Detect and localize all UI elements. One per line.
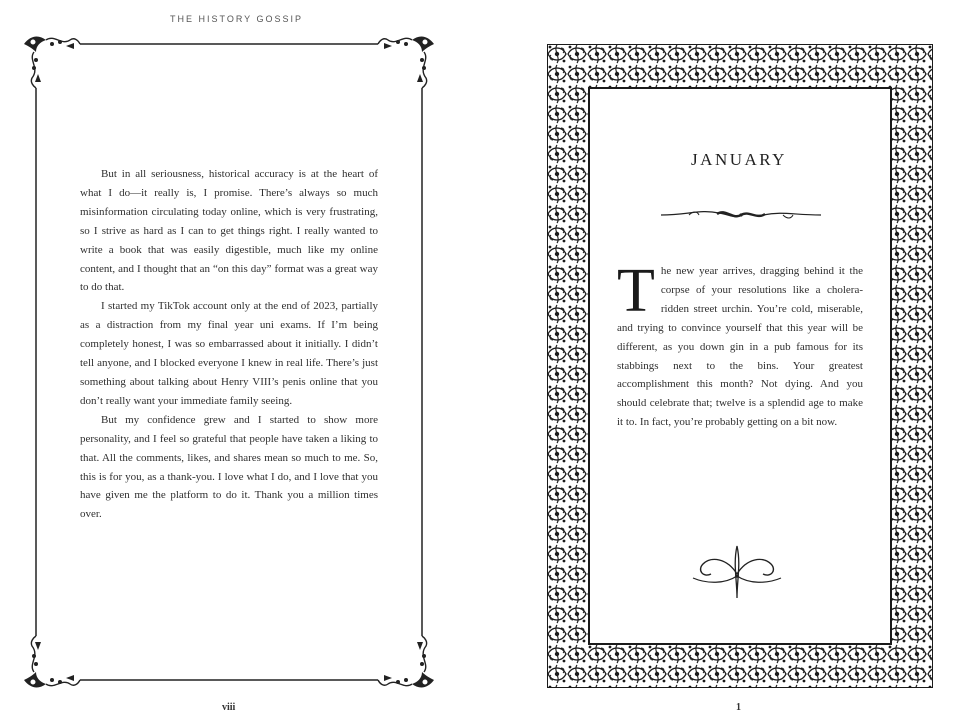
- paragraph: But in all seriousness, historical accuracy is at the heart of what I do—it really is, I promise. There’s always so much misinformation circulating today online, which is very frustrating, so I strive as hard as I can to get things right. I really wanted to write a book that was easily digestible, much like my online content, and I thought that an “on this day” format was a great way to do that.: [80, 168, 378, 294]
- opening-text: he new year arrives, dragging behind it the corpse of your resolutions like a cholera-ridden street urchin. You’re cold, miserable, and trying to convince yourself that this year will be different, as you down gin in a pub famous for its stabbings next to the bins. Your greatest accomplishment this month? Not dying. And you should celebrate that; twelve is a splendid age to make it to. In fact, you’re probably getting on a bit now.: [617, 265, 863, 429]
- drop-cap: T: [617, 257, 655, 325]
- flourish-corner-icon: [378, 37, 434, 88]
- flourish-corner-icon: [24, 37, 80, 88]
- page-number: 1: [736, 702, 741, 713]
- body-text: [80, 165, 378, 524]
- paragraph: I started my TikTok account only at the end of 2023, partially as a distraction from my final year uni exams. If I’m being completely honest, I was so embarrassed about it initially. I didn’t tell anyone, and I blocked everyone I knew in real life. There’s just something about talking about Henry VIII’s penis online that you don’t really want your immediate family seeing.: [80, 300, 378, 407]
- running-head: THE HISTORY GOSSIP: [170, 14, 304, 24]
- chapter-title: JANUARY: [691, 150, 787, 169]
- chapter-opening: [617, 257, 863, 432]
- right-page: [485, 0, 970, 728]
- swash-divider-icon: [659, 205, 823, 225]
- page-number: viii: [222, 702, 236, 713]
- flourish-corner-icon: [378, 636, 434, 687]
- fleuron-icon: [689, 540, 785, 600]
- flourish-corner-icon: [24, 636, 80, 687]
- paragraph: But my confidence grew and I started to show more personality, and I feel so grateful that people have taken a liking to that. All the comments, likes, and shares mean so much to me. So, this is for you, as a thank-you. I love what I do, and I love that you have given me the platform to do it. Thank you a million times over.: [80, 413, 378, 521]
